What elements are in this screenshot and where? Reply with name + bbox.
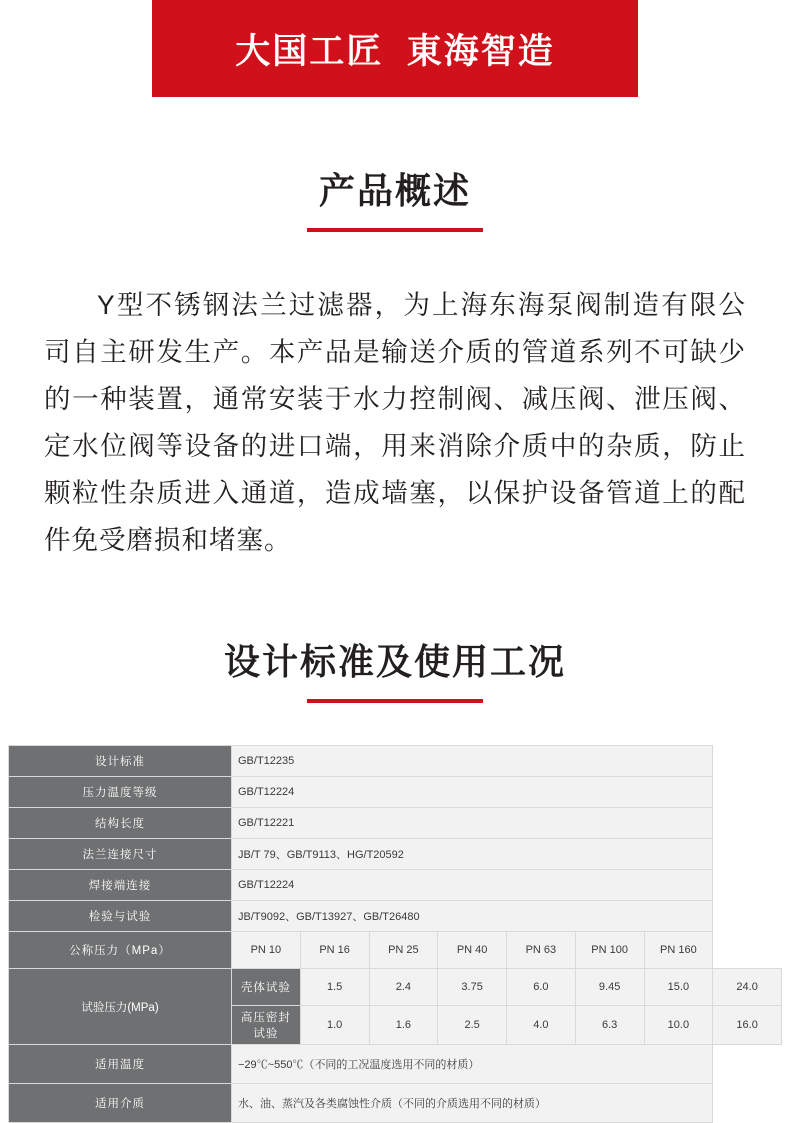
table-row-pressure [9,932,782,969]
row-value: GB/T12235 [232,746,713,777]
test-cell: 9.45 [575,969,644,1006]
pressure-cell: PN 160 [644,932,713,969]
test-cell: 2.4 [369,969,438,1006]
banner-title: 大国工匠 東海智造 [235,31,555,71]
standards-heading-block [0,640,790,703]
row-label: 焊接端连接 [9,870,232,901]
row-value: JB/T 79、GB/T9113、HG/T20592 [232,839,713,870]
test-pressure-group-label: 试验压力(MPa) [9,969,232,1045]
overview-heading-underline [307,228,483,232]
table-row [9,1045,782,1084]
standards-heading-underline [307,699,483,703]
test-cell: 1.6 [369,1006,438,1045]
row-label: 公称压力（MPa） [9,932,232,969]
row-value: JB/T9092、GB/T13927、GB/T26480 [232,901,713,932]
row-value: GB/T12224 [232,777,713,808]
test-cell: 16.0 [713,1006,782,1045]
row-label: 检验与试验 [9,901,232,932]
pressure-cell: PN 25 [369,932,438,969]
test-cell: 1.5 [300,969,369,1006]
overview-paragraph: Y型不锈钢法兰过滤器，为上海东海泵阀制造有限公司自主研发生产。本产品是输送介质的管道系列不可缺少的一种装置，通常安装于水力控制阀、减压阀、泄压阀、定水位阀等设备的进口端，用来消除介质中的杂质，防止颗粒性杂质进入通道，造成墙塞，以保护设备管道上的配件免受磨损和堵塞。 [44,290,746,556]
test-cell: 2.5 [438,1006,507,1045]
table-row [9,808,782,839]
standards-heading: 设计标准及使用工况 [223,641,566,683]
pressure-cell: PN 16 [300,932,369,969]
row-label: 结构长度 [9,808,232,839]
row-label: 法兰连接尺寸 [9,839,232,870]
test-row-label: 高压密封试验 [232,1006,301,1045]
pressure-cell: PN 63 [507,932,576,969]
spec-table [8,745,782,1123]
row-label: 设计标准 [9,746,232,777]
test-cell: 24.0 [713,969,782,1006]
test-cell: 10.0 [644,1006,713,1045]
test-cell: 3.75 [438,969,507,1006]
pressure-cell: PN 40 [438,932,507,969]
table-row [9,839,782,870]
pressure-cell: PN 10 [232,932,301,969]
test-cell: 6.0 [507,969,576,1006]
table-row [9,870,782,901]
page-banner [0,0,790,97]
test-cell: 1.0 [300,1006,369,1045]
pressure-cell: PN 100 [575,932,644,969]
overview-heading-block [0,169,790,232]
table-row [9,777,782,808]
row-value: −29℃~550℃（不同的工况温度选用不同的材质） [232,1045,713,1084]
row-value: 水、油、蒸汽及各类腐蚀性介质（不同的介质选用不同的材质） [232,1084,713,1123]
test-cell: 6.3 [575,1006,644,1045]
test-cell: 4.0 [507,1006,576,1045]
row-value: GB/T12221 [232,808,713,839]
row-value: GB/T12224 [232,870,713,901]
table-row [9,1084,782,1123]
test-cell: 15.0 [644,969,713,1006]
overview-heading: 产品概述 [318,170,471,211]
test-row-label: 壳体试验 [232,969,301,1006]
row-label: 适用介质 [9,1084,232,1123]
spec-table-wrap [8,745,782,1123]
row-label: 适用温度 [9,1045,232,1084]
row-label: 压力温度等级 [9,777,232,808]
table-row [9,746,782,777]
table-row-test-shell [9,969,782,1006]
table-row [9,901,782,932]
